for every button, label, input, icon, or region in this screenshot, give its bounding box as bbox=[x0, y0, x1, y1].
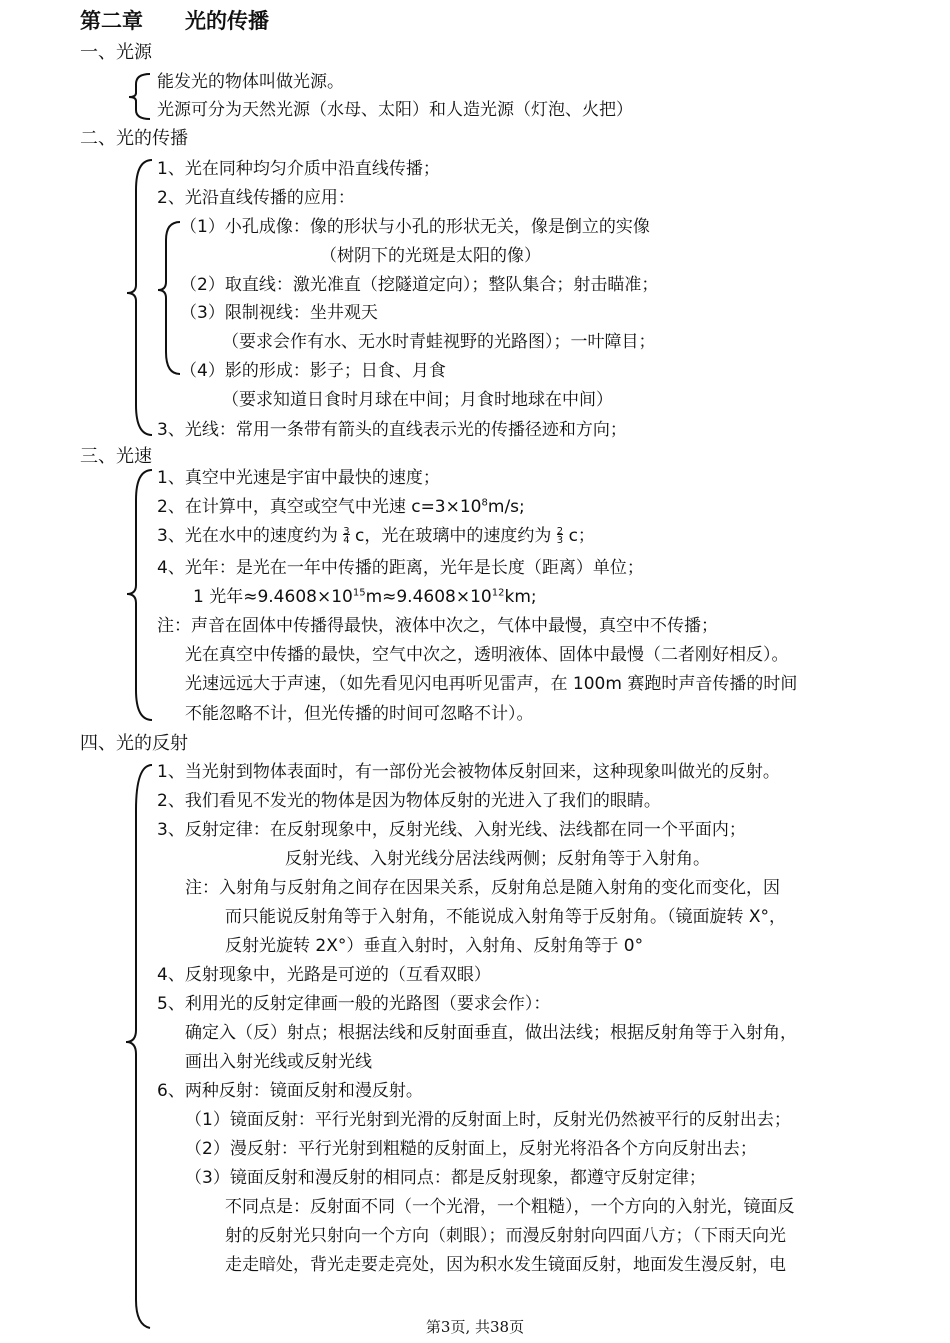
s2-line: （1）小孔成像：像的形状与小孔的形状无关，像是倒立的实像 bbox=[180, 217, 650, 237]
s2-line: （要求会作有水、无水时青蛙视野的光路图）；一叶障目； bbox=[222, 332, 656, 352]
s2-line: （3）限制视线：坐井观天 bbox=[180, 303, 378, 323]
s4-line: 3、反射定律：在反射现象中，反射光线、入射光线、法线都在同一个平面内； bbox=[157, 820, 746, 840]
brace-s1 bbox=[129, 74, 150, 119]
s4-line: 2、我们看见不发光的物体是因为物体反射的光进入了我们的眼睛。 bbox=[157, 791, 661, 811]
s3-line-fractions: 3、光在水中的速度约为 3 4 c，光在玻璃中的速度约为 2 3 c； bbox=[157, 526, 595, 546]
s3-line: 不能忽略不计，但光传播的时间可忽略不计）。 bbox=[185, 704, 534, 724]
s4-line: 画出入射光线或反射光线 bbox=[185, 1052, 372, 1072]
s4-line: 5、利用光的反射定律画一般的光路图（要求会作）： bbox=[157, 994, 551, 1014]
s3-line-lightyear: 1 光年$\approx 9.4608\times 10^{15}m\approx 9.4608\times 10^{12}km$; bbox=[193, 587, 537, 607]
page-footer: 第3页, 共38页 bbox=[425, 1318, 525, 1336]
s4-line: 6、两种反射：镜面反射和漫反射。 bbox=[157, 1081, 423, 1101]
brace-s3 bbox=[127, 470, 152, 720]
s4-line: 走走暗处，背光走要走亮处，因为积水发生镜面反射，地面发生漫反射，电 bbox=[225, 1255, 786, 1275]
s4-line: 注：入射角与反射角之间存在因果关系，反射角总是随入射角的变化而变化，因 bbox=[185, 878, 780, 898]
s1-line: 光源可分为天然光源（水母、太阳）和人造光源（灯泡、火把） bbox=[157, 100, 633, 120]
s3-line: 光在真空中传播的最快，空气中次之，透明液体、固体中最慢（二者刚好相反）。 bbox=[185, 645, 789, 665]
s2-line: （4）影的形成：影子；日食、月食 bbox=[180, 361, 446, 381]
section-2-heading: 二、光的传播 bbox=[80, 128, 188, 149]
s4-line: （1）镜面反射：平行光射到光滑的反射面上时，反射光仍然被平行的反射出去； bbox=[185, 1110, 791, 1130]
s2-line: 1、光在同种均匀介质中沿直线传播； bbox=[157, 159, 440, 179]
section-3-heading: 三、光速 bbox=[80, 446, 152, 467]
s2-line: （2）取直线：激光准直（挖隧道定向）；整队集合；射击瞄准； bbox=[180, 275, 659, 295]
s2-line: 3、光线：常用一条带有箭头的直线表示光的传播径迹和方向； bbox=[157, 420, 627, 440]
s4-line: 而只能说反射角等于入射角，不能说成入射角等于反射角。（镜面旋转 X°， bbox=[225, 907, 787, 927]
s4-line: （3）镜面反射和漫反射的相同点：都是反射现象，都遵守反射定律； bbox=[185, 1168, 706, 1188]
fraction-two-thirds: 2 3 bbox=[556, 526, 564, 546]
s4-line: 反射光旋转 2X°）垂直入射时，入射角、反射角等于 0° bbox=[225, 936, 644, 956]
s4-line: （2）漫反射：平行光射到粗糙的反射面上，反射光将沿各个方向反射出去； bbox=[185, 1139, 757, 1159]
s3-line: 4、光年：是光在一年中传播的距离，光年是长度（距离）单位； bbox=[157, 558, 644, 578]
s4-line: 1、当光射到物体表面时，有一部份光会被物体反射回来，这种现象叫做光的反射。 bbox=[157, 762, 780, 782]
s4-line: 4、反射现象中，光路是可逆的（互看双眼） bbox=[157, 965, 491, 985]
s2-line: （树阴下的光斑是太阳的像） bbox=[320, 246, 541, 266]
brace-s4 bbox=[126, 765, 152, 1328]
chapter-title: 第二章 光的传播 bbox=[80, 9, 269, 33]
s4-line: 确定入（反）射点；根据法线和反射面垂直，做出法线；根据反射角等于入射角， bbox=[185, 1023, 797, 1043]
brace-s2 bbox=[127, 160, 152, 435]
s3-line: 光速远远大于声速，（如先看见闪电再听见雷声，在 100m 赛跑时声音传播的时间 bbox=[185, 674, 798, 694]
s3-line-lightspeed: 2、在计算中，真空或空气中光速 $c=3\times 10^8m/s$; bbox=[157, 497, 525, 517]
section-4-heading: 四、光的反射 bbox=[80, 733, 188, 754]
s2-line: 2、光沿直线传播的应用： bbox=[157, 188, 355, 208]
s4-line: 不同点是：反射面不同（一个光滑，一个粗糙），一个方向的入射光，镜面反 bbox=[225, 1197, 795, 1217]
brace-s2-sub bbox=[158, 222, 180, 374]
s4-line: 射的反射光只射向一个方向（刺眼）；而漫反射射向四面八方；（下雨天向光 bbox=[225, 1226, 786, 1246]
s4-line: 反射光线、入射光线分居法线两侧；反射角等于入射角。 bbox=[285, 849, 710, 869]
s2-line: （要求知道日食时月球在中间；月食时地球在中间） bbox=[222, 390, 613, 410]
s1-line: 能发光的物体叫做光源。 bbox=[157, 72, 344, 92]
section-1-heading: 一、光源 bbox=[80, 42, 152, 63]
s3-line: 注：声音在固体中传播得最快，液体中次之，气体中最慢，真空中不传播； bbox=[157, 616, 718, 636]
s3-line: 1、真空中光速是宇宙中最快的速度； bbox=[157, 468, 440, 488]
fraction-three-quarters: 3 4 bbox=[343, 526, 350, 546]
